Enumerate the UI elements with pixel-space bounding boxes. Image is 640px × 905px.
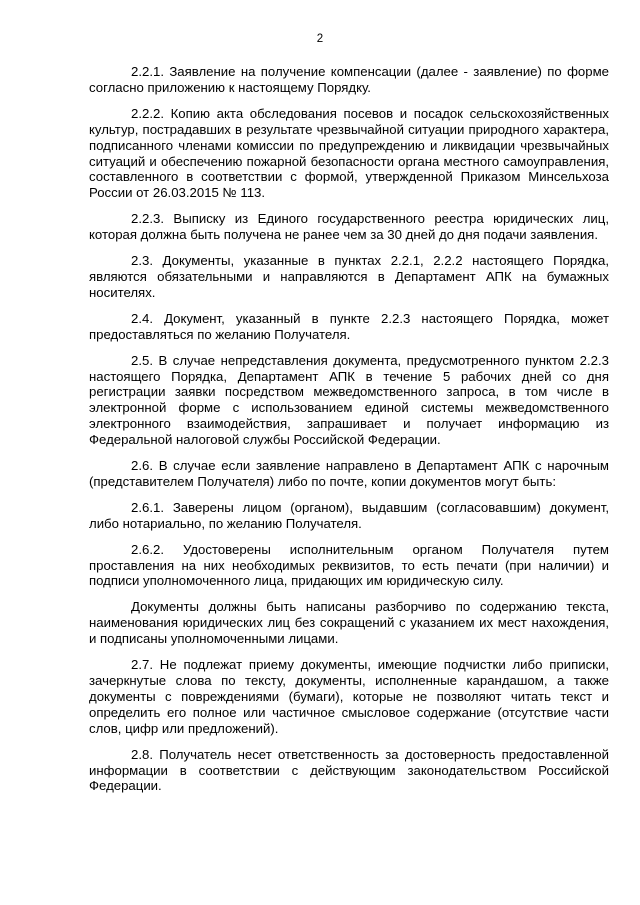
paragraph-2-2-3: 2.2.3. Выписку из Единого государственного реестра юридических лиц, которая должна быть получена не ранее чем за 30 дней до дня подачи заявления.	[89, 211, 609, 243]
paragraph-2-2-1: 2.2.1. Заявление на получение компенсации (далее - заявление) по форме согласно приложению к настоящему Порядку.	[89, 64, 609, 95]
page-number: 2	[316, 33, 324, 45]
paragraph-2-5: 2.5. В случае непредставления документа, предусмотренного пунктом 2.2.3 настоящего Порядка, Департамент АПК в течение 5 рабочих дней со дня регистрации заявки посредством межведомственного запроса, в том числе в электронной форме с использованием единой системы межведомственного электронного взаимодействия, запрашивает и получает информацию из Федеральной налоговой службы Российской Федерации.	[89, 352, 609, 448]
paragraph-2-6-2: 2.6.2. Удостоверены исполнительным органом Получателя путем проставления на них необходимых реквизитов, то есть печати (при наличии) и подписи уполномоченного лица, придающих им юридическую силу.	[89, 541, 609, 589]
document-body	[89, 64, 609, 804]
paragraph-2-3: 2.3. Документы, указанные в пунктах 2.2.1, 2.2.2 настоящего Порядка, являются обязательными и направляются в Департамент АПК на бумажных носителях.	[89, 253, 609, 300]
paragraph-2-7: 2.7. Не подлежат приему документы, имеющие подчистки либо приписки, зачеркнутые слова по тексту, документы, исполненные карандашом, а также документы с повреждениями (бумаги), которые не позволяют читать текст и определить его полное или частичное смысловое содержание (отсутствие части слов, цифр или предложений).	[89, 657, 609, 736]
paragraph-2-8: 2.8. Получатель несет ответственность за достоверность предоставленной информации в соответствии с действующим законодательством Российской Федерации.	[89, 746, 609, 794]
paragraph-2-6-1: 2.6.1. Заверены лицом (органом), выдавшим (согласовавшим) документ, либо нотариально, по желанию Получателя.	[89, 499, 609, 531]
paragraph-documents-requirements: Документы должны быть написаны разборчиво по содержанию текста, наименования юридических лиц без сокращений с указанием их мест нахождения, и подписаны уполномоченными лицами.	[89, 599, 609, 647]
paragraph-2-4: 2.4. Документ, указанный в пункте 2.2.3 настоящего Порядка, может предоставляться по желанию Получателя.	[89, 310, 609, 342]
paragraph-2-6: 2.6. В случае если заявление направлено в Департамент АПК с нарочным (представителем Получателя) либо по почте, копии документов могут быть:	[89, 458, 609, 489]
paragraph-2-2-2: 2.2.2. Копию акта обследования посевов и посадок сельскохозяйственных культур, пострадавших в результате чрезвычайной ситуации природного характера, подписанного членами комиссии по предупреждению и ликвидации чрезвычайных ситуаций и обеспечению пожарной безопасности органа местного самоуправления, составленного в соответствии с формой, утвержденной Приказом Минсельхоза России от 26.03.2015 № 113.	[89, 105, 609, 201]
